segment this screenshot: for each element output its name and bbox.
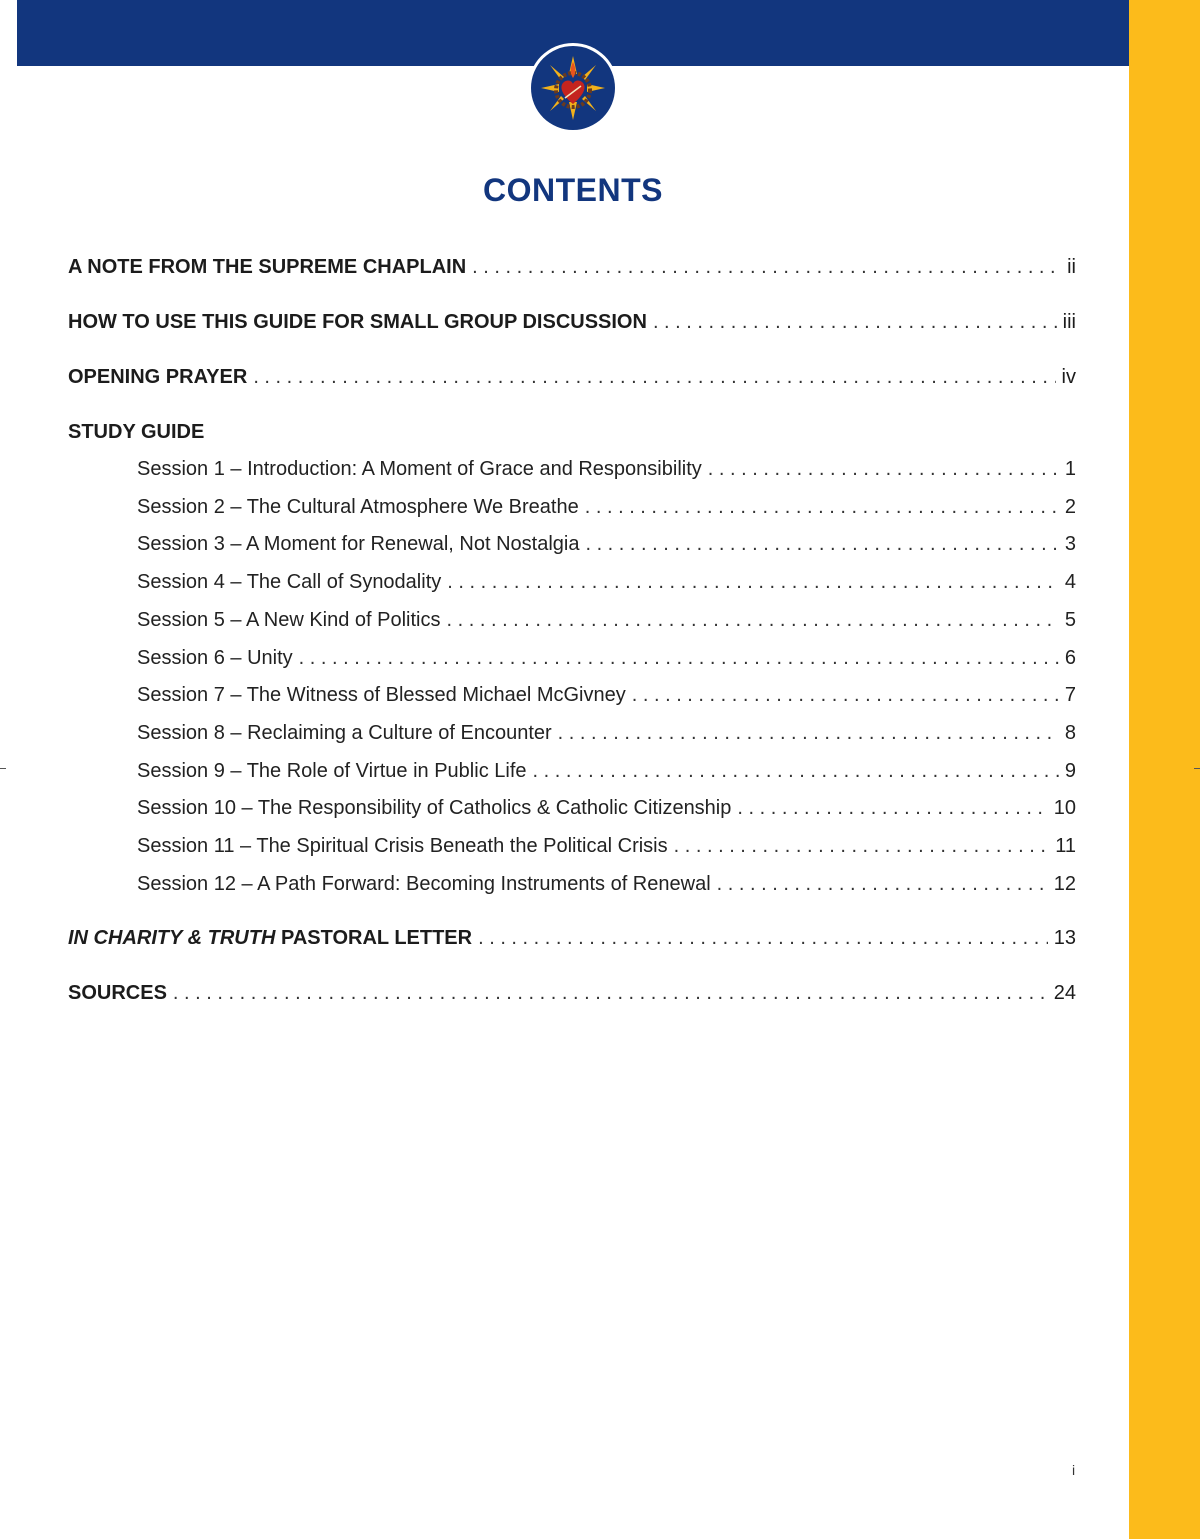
- leader-dots: [737, 797, 1047, 820]
- study-guide-heading: STUDY GUIDE: [68, 421, 205, 443]
- toc-entry-label: Session 10 – The Responsibility of Catholics & Catholic Citizenship: [137, 797, 732, 820]
- leader-dots: [472, 256, 1061, 279]
- toc-session-entry[interactable]: [137, 797, 1076, 823]
- leader-dots: [585, 496, 1059, 519]
- toc-page-number: 6: [1064, 646, 1076, 669]
- leader-dots: [585, 533, 1058, 556]
- toc-page-number: 1: [1064, 458, 1076, 480]
- toc-entry-prayer[interactable]: [68, 366, 1076, 392]
- toc-entry-label: Session 4 – The Call of Synodality: [137, 571, 442, 594]
- leader-dots: [447, 571, 1059, 594]
- toc-session-entry[interactable]: [137, 647, 1076, 673]
- toc-page-number: 8: [1064, 721, 1076, 744]
- toc-session-entry[interactable]: [137, 609, 1076, 635]
- toc-page-number: 9: [1064, 759, 1076, 782]
- sacred-heart-emblem-icon: [527, 42, 619, 134]
- toc-entry-label: Session 8 – Reclaiming a Culture of Encounter: [137, 721, 552, 744]
- leader-dots: [253, 366, 1055, 389]
- leader-dots: [447, 609, 1059, 632]
- crop-mark: [0, 768, 6, 769]
- toc-entry-label: [68, 927, 472, 950]
- toc-entry-label: Session 3 – A Moment for Renewal, Not Nostalgia: [137, 533, 580, 556]
- toc-entry-label: Session 7 – The Witness of Blessed Michael McGivney: [137, 684, 626, 707]
- toc-page-number: 3: [1064, 533, 1076, 556]
- toc-entry-sources[interactable]: [68, 982, 1076, 1008]
- toc-page-number: iv: [1061, 366, 1076, 388]
- toc-page-number: 13: [1053, 927, 1076, 949]
- leader-dots: [708, 458, 1059, 481]
- toc-entry-pastoral-letter[interactable]: [68, 927, 1076, 953]
- toc-entry-label: Session 6 – Unity: [137, 646, 293, 669]
- letter-title-rest: PASTORAL LETTER: [275, 927, 473, 949]
- toc-entry-label: OPENING PRAYER: [68, 366, 248, 388]
- toc-session-entry[interactable]: [137, 873, 1076, 899]
- toc-session-entry[interactable]: [137, 496, 1076, 522]
- letter-title-italic: IN CHARITY & TRUTH: [68, 927, 276, 949]
- toc-page-number: 2: [1064, 495, 1076, 518]
- toc-entry-label: Session 5 – A New Kind of Politics: [137, 608, 441, 631]
- toc-session-entry[interactable]: [137, 722, 1076, 748]
- toc-entry-label: Session 2 – The Cultural Atmosphere We Breathe: [137, 495, 579, 518]
- toc-session-entry[interactable]: [137, 835, 1076, 861]
- leader-dots: [674, 835, 1050, 858]
- toc-page-number: 10: [1053, 797, 1076, 820]
- leader-dots: [632, 684, 1059, 707]
- toc-entry-note[interactable]: [68, 256, 1076, 282]
- toc-page-number: 4: [1064, 571, 1076, 594]
- leader-dots: [173, 982, 1048, 1005]
- toc-entry-label: Session 11 – The Spiritual Crisis Beneath the Political Crisis: [137, 835, 668, 857]
- crop-mark: [1194, 768, 1200, 769]
- toc-entry-label: Session 1 – Introduction: A Moment of Grace and Responsibility: [137, 458, 702, 480]
- toc-page-number: 24: [1053, 982, 1076, 1004]
- toc-page-number: iii: [1062, 311, 1076, 333]
- leader-dots: [299, 647, 1059, 670]
- toc-entry-label: SOURCES: [68, 982, 167, 1004]
- toc-session-entry[interactable]: [137, 571, 1076, 597]
- toc-session-entry[interactable]: [137, 458, 1076, 484]
- side-band: [1129, 0, 1200, 1539]
- leader-dots: [653, 311, 1057, 334]
- toc-page-number: ii: [1067, 256, 1076, 278]
- toc-session-entry[interactable]: [137, 684, 1076, 710]
- leader-dots: [478, 927, 1048, 950]
- toc-entry-label: A NOTE FROM THE SUPREME CHAPLAIN: [68, 256, 467, 278]
- toc-page-number: 7: [1064, 684, 1076, 707]
- leader-dots: [558, 722, 1059, 745]
- toc-entry-label: Session 12 – A Path Forward: Becoming Instruments of Renewal: [137, 872, 711, 895]
- toc-session-entry[interactable]: [137, 760, 1076, 786]
- page-title: CONTENTS: [483, 172, 663, 208]
- toc-page-number: 12: [1053, 872, 1076, 895]
- toc-entry-label: Session 9 – The Role of Virtue in Public Life: [137, 759, 527, 782]
- toc-page-number: 11: [1055, 835, 1076, 857]
- toc-entry-howto[interactable]: [68, 311, 1076, 337]
- toc-session-entry[interactable]: [137, 533, 1076, 559]
- page-folio: i: [1072, 1462, 1076, 1478]
- leader-dots: [717, 873, 1048, 896]
- leader-dots: [533, 760, 1059, 783]
- toc-page-number: 5: [1064, 608, 1076, 631]
- toc-entry-label: HOW TO USE THIS GUIDE FOR SMALL GROUP DISCUSSION: [68, 311, 647, 333]
